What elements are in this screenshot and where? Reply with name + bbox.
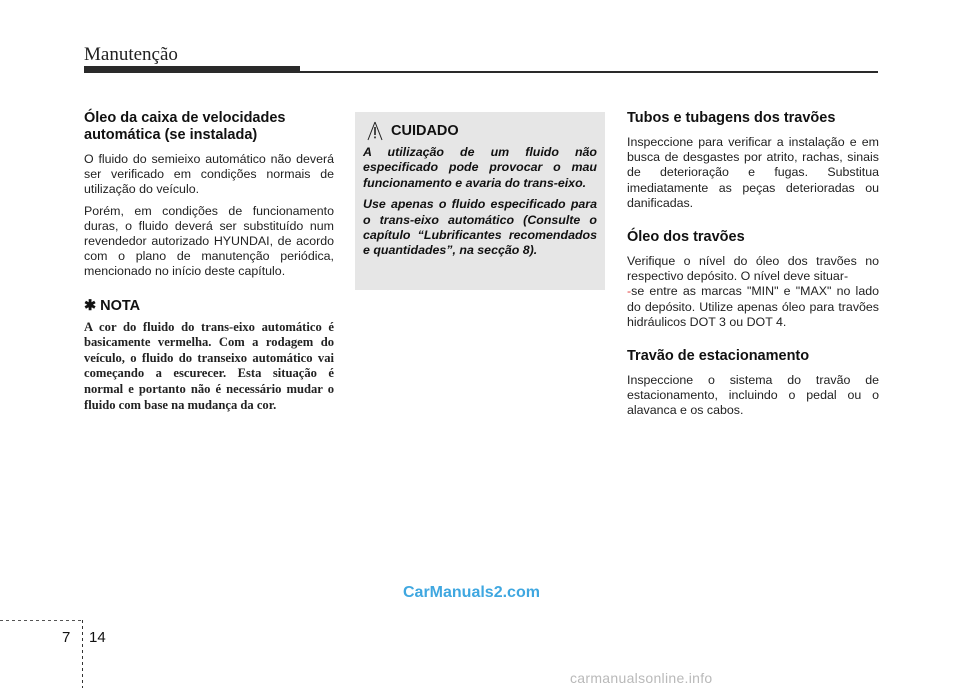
section-heading-transmission-fluid: Óleo da caixa de velocidades automática (se instalada) bbox=[84, 110, 286, 143]
note-heading bbox=[84, 298, 334, 314]
footer-site-watermark: carmanualsonline.info bbox=[570, 670, 713, 686]
note-star-icon: ✱ bbox=[84, 297, 97, 314]
paragraph: O fluido do semieixo automático não deverá ser verificado em condições normais de utilização do veículo. bbox=[84, 152, 334, 197]
watermark-link[interactable]: CarManuals2.com bbox=[403, 584, 540, 601]
chapter-number: 7 bbox=[62, 629, 71, 646]
warning-triangle-icon bbox=[367, 121, 383, 141]
header-rule bbox=[300, 71, 878, 73]
left-column bbox=[84, 110, 334, 413]
paragraph: Porém, em condições de funcionamento duras, o fluido deverá ser substituído num revendedor autorizado HYUNDAI, de acordo com o plano de manutenção periódica, mencionado no início deste capítulo. bbox=[84, 203, 334, 279]
section-heading-brake-fluid: Óleo dos travões bbox=[627, 229, 745, 246]
paragraph: Inspeccione para verificar a instalação e em busca de desgastes por atrito, rachas, sinais de deterioração e fugas. Substitua imediatamente as peças deterioradas ou danificadas. bbox=[627, 135, 879, 210]
note-title: NOTA bbox=[100, 297, 141, 314]
paragraph bbox=[627, 254, 879, 330]
page-separator bbox=[82, 620, 83, 688]
caution-paragraph: A utilização de um fluido não especificado pode provocar o mau funcionamento e avaria do trans-eixo. bbox=[363, 145, 597, 190]
paragraph: Inspeccione o sistema do travão de estacionamento, incluindo o pedal ou o alavanca e os cabos. bbox=[627, 373, 879, 418]
paragraph-part: Verifique o nível do óleo dos travões no respectivo depósito. O nível deve situar- bbox=[627, 254, 879, 284]
page-header-title: Manutenção bbox=[84, 44, 178, 65]
section-heading-brake-lines: Tubos e tubagens dos travões bbox=[627, 110, 836, 126]
paragraph-part: se entre as marcas "MIN" e "MAX" no lado do depósito. Utilize apenas óleo para travões hidráulicos DOT 3 ou DOT 4. bbox=[627, 284, 879, 329]
caution-box bbox=[355, 112, 605, 290]
hyphen-mark: - bbox=[627, 284, 632, 299]
caution-paragraph: Use apenas o fluido especificado para o trans-eixo automático (Consulte o capítulo “Lubrificantes recomendados e quantidades”, na secção 8). bbox=[363, 197, 597, 258]
caution-title: CUIDADO bbox=[391, 123, 459, 139]
note-text: A cor do fluido do trans-eixo automático é basicamente vermelha. Com a rodagem do veículo, o fluido do transeixo automático vai começando a escurecer. Esta situação é normal e portanto não é necessário mudar o fluido com base na mudança da cor. bbox=[84, 319, 334, 412]
header-bar bbox=[84, 66, 300, 73]
right-column bbox=[627, 110, 879, 425]
footer-rule bbox=[0, 620, 82, 621]
page-number: 14 bbox=[89, 629, 106, 646]
section-heading-parking-brake: Travão de estacionamento bbox=[627, 348, 810, 365]
